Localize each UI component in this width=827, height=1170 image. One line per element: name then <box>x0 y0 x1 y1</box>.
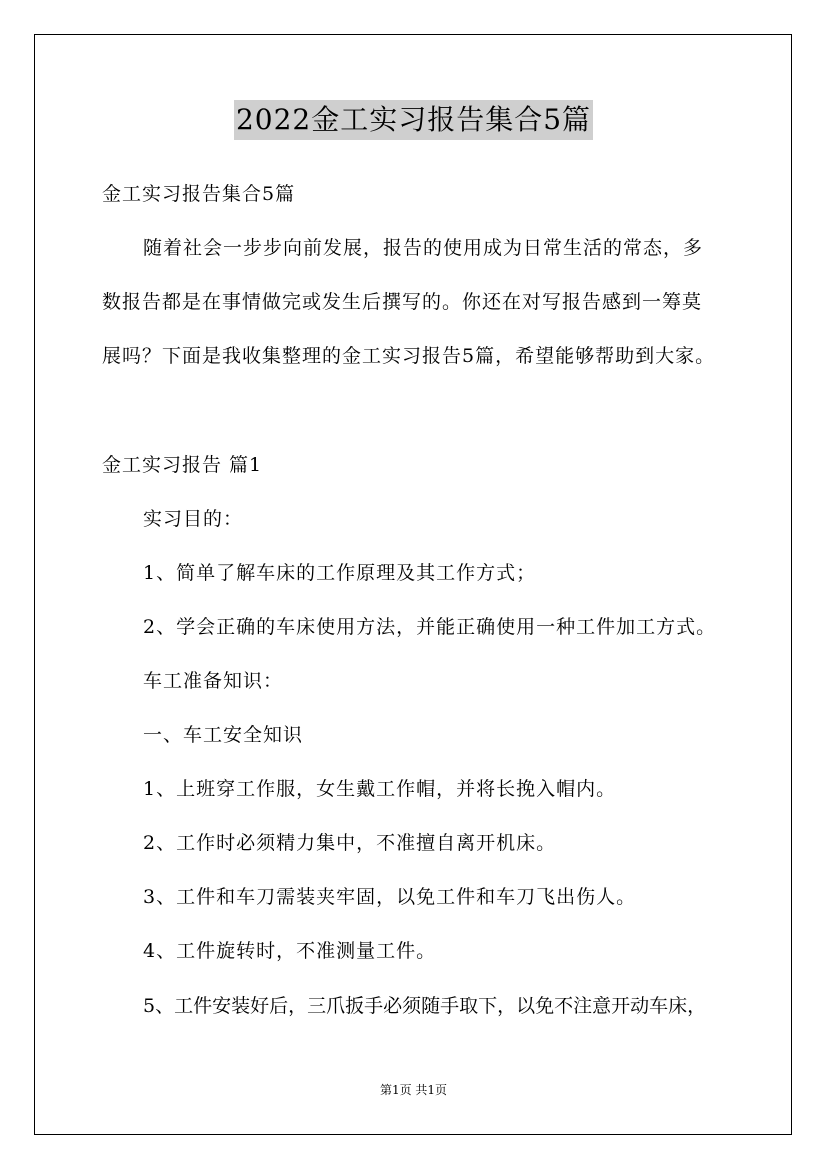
body-line: 2、工作时必须精力集中，不准擅自离开机床。 <box>143 832 557 854</box>
document-title: 2022金工实习报告集合5篇 <box>234 100 593 140</box>
body-line: 5、工件安装好后，三爪扳手必须随手取下，以免不注意开动车床， <box>143 995 707 1017</box>
body-line: 1、简单了解车床的工作原理及其工作方式； <box>143 562 537 584</box>
body-line: 4、工件旋转时，不准测量工件。 <box>143 940 437 962</box>
page-footer: 第1页 共1页 <box>379 1083 448 1097</box>
intro-line-2: 数报告都是在事情做完或发生后撰写的。你还在对写报告感到一筹莫 <box>102 291 703 313</box>
body-line: 车工准备知识： <box>143 670 284 692</box>
section-heading: 金工实习报告 篇1 <box>102 454 263 476</box>
document-subtitle: 金工实习报告集合5篇 <box>102 183 296 205</box>
body-line: 2、学会正确的车床使用方法，并能正确使用一种工件加工方式。 <box>143 616 717 638</box>
body-line: 实习目的： <box>143 508 244 530</box>
body-line: 3、工件和车刀需装夹牢固，以免工件和车刀飞出伤人。 <box>143 886 637 908</box>
intro-line-1: 随着社会一步步向前发展，报告的使用成为日常生活的常态，多 <box>143 237 704 259</box>
body-line: 一、车工安全知识 <box>143 724 304 746</box>
intro-line-3: 展吗？下面是我收集整理的金工实习报告5篇，希望能够帮助到大家。 <box>102 345 716 367</box>
title-container <box>0 100 827 140</box>
body-line: 1、上班穿工作服，女生戴工作帽，并将长挽入帽内。 <box>143 778 617 800</box>
